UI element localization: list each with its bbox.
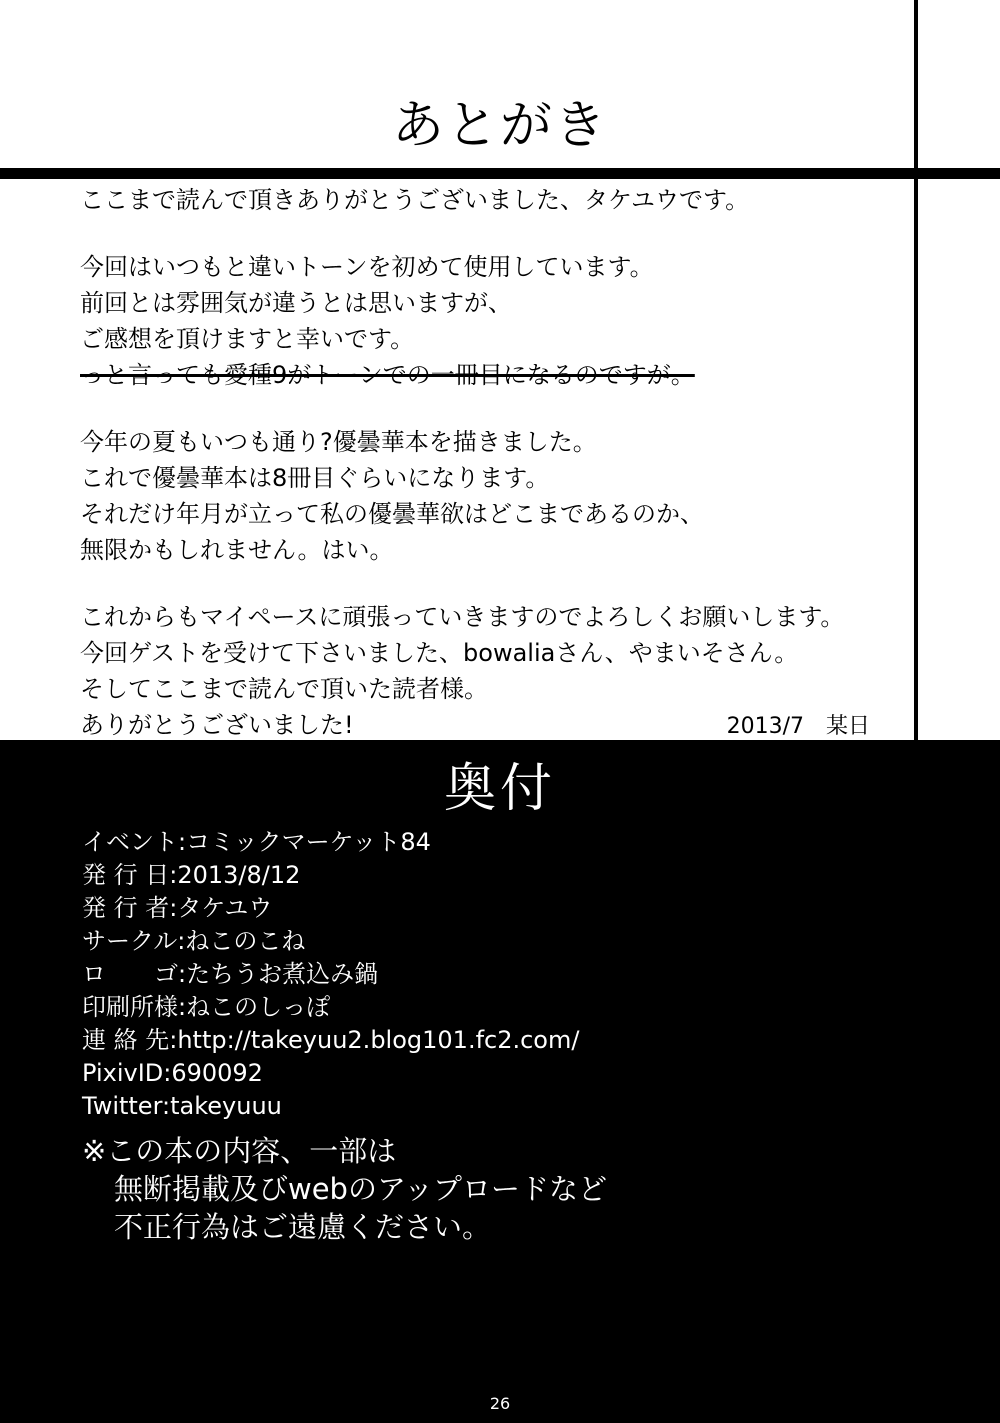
colophon-row-publish-date: 発 行 日:2013/8/12 [82, 861, 301, 889]
colophon-row-event: イベント:コミックマーケット84 [82, 828, 431, 856]
afterword-line: これで優曇華本は8冊目ぐらいになります。 [80, 464, 550, 492]
afterword-line: 今年の夏もいつも通り?優曇華本を描きました。 [80, 428, 597, 456]
colophon-row-contact: 連 絡 先:http://takeyuu2.blog101.fc2.com/ [82, 1026, 580, 1054]
colophon-row-circle: サークル:ねこのこね [82, 927, 306, 955]
colophon-list [82, 826, 962, 1123]
afterword-line: 今回はいつもと違いトーンを初めて使用しています。 [80, 253, 654, 281]
afterword-line: それだけ年月が立って私の優曇華欲はどこまであるのか、 [80, 500, 704, 528]
afterword-line-struck: っと言っても愛種9がトーンでの一冊目になるのですが。 [80, 361, 695, 389]
afterword-line: そしてここまで読んで頂いた読者様。 [80, 675, 488, 703]
afterword-line: 無限かもしれません。はい。 [80, 536, 394, 564]
afterword-line: 今回ゲストを受けて下さいました、bowaliaさん、やまいそさん。 [80, 639, 799, 667]
notice-line: ※この本の内容、一部は [82, 1134, 397, 1168]
afterword-title: あとがき [391, 96, 608, 156]
colophon-row-twitter: Twitter:takeyuuu [82, 1092, 282, 1120]
title-divider [0, 168, 1000, 179]
copyright-notice [82, 1132, 607, 1246]
afterword-line: これからもマイペースに頑張っていきますのでよろしくお願いします。 [80, 603, 845, 631]
notice-line: 不正行為はご遠慮ください。 [114, 1210, 492, 1244]
colophon-row-publisher: 発 行 者:タケユウ [82, 894, 273, 922]
afterword-line: 前回とは雰囲気が違うとは思いますが、 [80, 289, 512, 317]
afterword-body [80, 182, 910, 743]
colophon-row-printer: 印刷所様:ねこのしっぽ [82, 993, 331, 1021]
notice-line: 無断掲載及びwebのアップロードなど [114, 1172, 607, 1206]
colophon-row-pixiv: PixivID:690092 [82, 1059, 263, 1087]
afterword-line: ご感想を頂けますと幸いです。 [80, 325, 415, 353]
colophon-title: 奥付 [443, 759, 556, 819]
colophon-row-logo: ロ ゴ:たちうお煮込み鍋 [82, 960, 379, 988]
afterword-line: ありがとうございました! [80, 711, 354, 739]
afterword-line: ここまで読んで頂きありがとうございました、タケユウです。 [80, 186, 750, 214]
page-number: 26 [489, 1394, 511, 1413]
afterword-date: 2013/7 某日 [726, 714, 870, 739]
